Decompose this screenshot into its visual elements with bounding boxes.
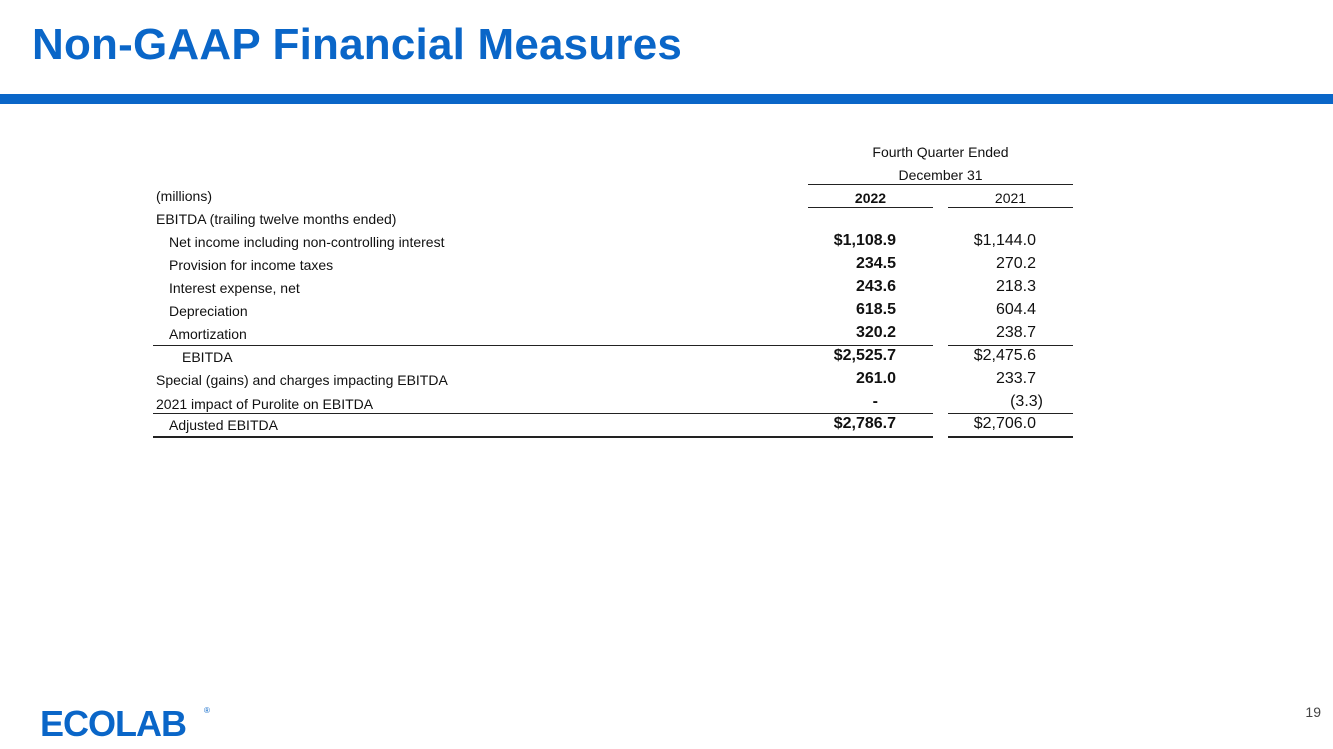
table-row-label: Interest expense, net: [169, 280, 300, 296]
column-header-2021: 2021: [994, 190, 1027, 206]
title-underline-bar: [0, 94, 1333, 104]
table-cell-2022: $1,108.9: [833, 232, 896, 249]
table-cell-2022: 261.0: [855, 370, 896, 387]
table-cell-2021: (3.3): [1010, 393, 1043, 410]
table-cell-2022: -: [872, 393, 878, 410]
header-rule-2021: [948, 207, 1073, 208]
table-row-label: EBITDA: [182, 349, 233, 365]
section-label: EBITDA (trailing twelve months ended): [156, 211, 397, 227]
table-cell-2021: 218.3: [995, 278, 1036, 295]
table-cell-2021: $2,706.0: [973, 415, 1036, 432]
header-rule: [808, 184, 1073, 185]
units-label: (millions): [156, 188, 212, 204]
header-group-line2: December 31: [898, 167, 983, 183]
table-cell-2022: 618.5: [855, 301, 896, 318]
table-cell-2021: 270.2: [995, 255, 1036, 272]
page-title: Non-GAAP Financial Measures: [32, 20, 683, 69]
page-number: 19: [1305, 704, 1321, 720]
table-cell-2021: 233.7: [995, 370, 1036, 387]
table-row-label: Net income including non-controlling interest: [169, 234, 445, 250]
svg-text:®: ®: [204, 706, 210, 715]
table-row-label: Special (gains) and charges impacting EBITDA: [156, 372, 448, 388]
table-cell-2022: 243.6: [855, 278, 896, 295]
ecolab-logo-text: ECOLAB: [40, 704, 186, 740]
table-row-label: Provision for income taxes: [169, 257, 334, 273]
header-rule-2022: [808, 207, 933, 208]
table-row-label: Depreciation: [169, 303, 248, 319]
table-row-label: Adjusted EBITDA: [169, 417, 278, 433]
table-cell-2021: $2,475.6: [973, 347, 1036, 364]
table-bottom-rule-2021: [948, 436, 1073, 438]
ecolab-logo: [40, 704, 212, 740]
table-cell-2022: 234.5: [855, 255, 896, 272]
table-cell-2022: 320.2: [855, 324, 896, 341]
header-group-line1: Fourth Quarter Ended: [872, 144, 1009, 160]
table-bottom-rule: [153, 436, 933, 438]
total-rule-2021: [948, 413, 1073, 414]
table-cell-2021: 238.7: [995, 324, 1036, 341]
table-cell-2022: $2,525.7: [833, 347, 896, 364]
subtotal-rule: [153, 345, 933, 346]
column-header-2022: 2022: [854, 190, 887, 206]
table-cell-2021: $1,144.0: [973, 232, 1036, 249]
table-row-label: 2021 impact of Purolite on EBITDA: [156, 396, 374, 412]
total-rule: [153, 413, 933, 414]
subtotal-rule-2021: [948, 345, 1073, 346]
table-cell-2022: $2,786.7: [833, 415, 896, 432]
table-row-label: Amortization: [169, 326, 247, 342]
table-cell-2021: 604.4: [995, 301, 1036, 318]
